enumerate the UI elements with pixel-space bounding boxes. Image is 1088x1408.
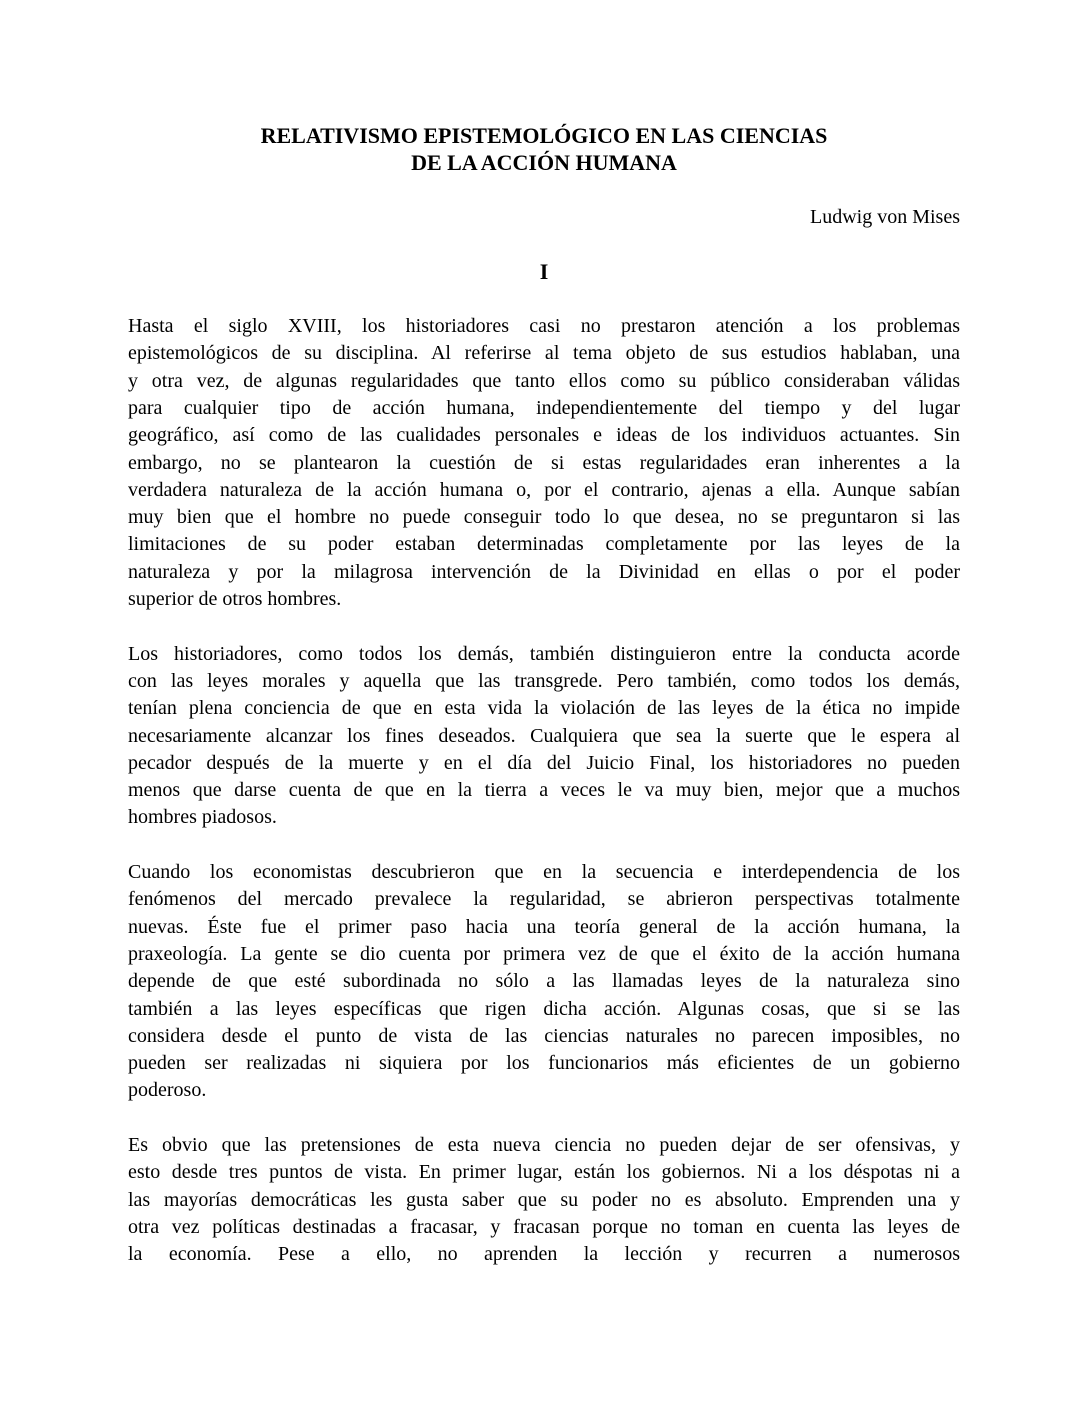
paragraph-line: pueden ser realizadas ni siquiera por los funcionarios más eficientes de un gobierno — [128, 1052, 960, 1075]
paragraph-line: superior de otros hombres. — [128, 588, 342, 611]
paragraph-line: geográfico, así como de las cualidades personales e ideas de los individuos actuantes. Sin — [128, 424, 960, 447]
paragraph-line: embargo, no se plantearon la cuestión de si estas regularidades eran inherentes a la — [128, 451, 960, 474]
paragraph-line: considera desde el punto de vista de las ciencias naturales no parecen imposibles, no — [128, 1024, 960, 1047]
paragraph-line: naturaleza y por la milagrosa intervención de la Divinidad en ellas o por el poder — [128, 560, 960, 583]
paragraph-line: epistemológicos de su disciplina. Al referirse al tema objeto de sus estudios hablaban, una — [128, 342, 960, 365]
paragraph-line: las mayorías democráticas les gusta saber que su poder no es absoluto. Emprenden una y — [128, 1188, 960, 1211]
paragraph-line: esto desde tres puntos de vista. En primer lugar, están los gobiernos. Ni a los déspotas ni a — [128, 1161, 960, 1184]
title-line-2: DE LA ACCIÓN HUMANA — [411, 150, 677, 176]
title-line-1: RELATIVISMO EPISTEMOLÓGICO EN LAS CIENCIAS — [260, 123, 828, 148]
document-body — [128, 313, 960, 1268]
document-content — [128, 122, 960, 1268]
section-heading: I — [539, 259, 549, 285]
paragraph-line: con las leyes morales y aquella que las transgrede. Pero también, como todos los demás, — [128, 669, 960, 692]
paragraph-line: fenómenos del mercado prevalece la regularidad, se abrieron perspectivas totalmente — [128, 888, 960, 911]
paragraph-line: depende de que esté subordinada no sólo a las llamadas leyes de la naturaleza sino — [128, 970, 960, 993]
paragraph-line: muy bien que el hombre no puede conseguir todo lo que desea, no se preguntaron si las — [128, 506, 960, 529]
paragraph — [128, 859, 960, 1105]
paragraph-line: poderoso. — [128, 1079, 207, 1102]
paragraph-line: praxeología. La gente se dio cuenta por primera vez de que el éxito de la acción humana — [128, 942, 960, 965]
paragraph-line: también a las leyes específicas que rigen dicha acción. Algunas cosas, que si se las — [128, 997, 960, 1020]
paragraph-line: para cualquier tipo de acción humana, independientemente del tiempo y del lugar — [128, 396, 960, 419]
paragraph-line: Es obvio que las pretensiones de esta nueva ciencia no pueden dejar de ser ofensivas, y — [128, 1133, 960, 1156]
paragraph-line: la economía. Pese a ello, no aprenden la lección y recurren a numerosos — [128, 1243, 960, 1266]
paragraph-line: Hasta el siglo XVIII, los historiadores casi no prestaron atención a los problemas — [128, 315, 960, 338]
paragraph — [128, 641, 960, 832]
paragraph-line: Cuando los economistas descubrieron que en la secuencia e interdependencia de los — [128, 861, 960, 884]
paragraph — [128, 313, 960, 613]
paragraph-line: otra vez políticas destinadas a fracasar, y fracasan porque no toman en cuenta las leyes de — [128, 1215, 960, 1238]
paragraph-line: verdadera naturaleza de la acción humana o, por el contrario, ajenas a ella. Aunque sabían — [128, 478, 960, 501]
document-title — [128, 122, 960, 177]
paragraph-line: pecador después de la muerte y en el día del Juicio Final, los historiadores no pueden — [128, 751, 960, 774]
paragraph — [128, 1132, 960, 1268]
paragraph-line: limitaciones de su poder estaban determinadas completamente por las leyes de la — [128, 533, 960, 556]
paragraph-line: menos que darse cuenta de que en la tierra a veces le va muy bien, mejor que a muchos — [128, 779, 960, 802]
paragraph-line: y otra vez, de algunas regularidades que tanto ellos como su público consideraban válidas — [128, 369, 960, 392]
author-byline: Ludwig von Mises — [810, 205, 960, 228]
paragraph-line: necesariamente alcanzar los fines deseados. Cualquiera que sea la suerte que le espera al — [128, 724, 960, 747]
paragraph-line: tenían plena conciencia de que en esta vida la violación de las leyes de la ética no impide — [128, 697, 960, 720]
paragraph-line: hombres piadosos. — [128, 806, 277, 829]
paragraph-line: nuevas. Éste fue el primer paso hacia una teoría general de la acción humana, la — [128, 915, 960, 938]
paragraph-line: Los historiadores, como todos los demás, también distinguieron entre la conducta acorde — [128, 642, 960, 665]
